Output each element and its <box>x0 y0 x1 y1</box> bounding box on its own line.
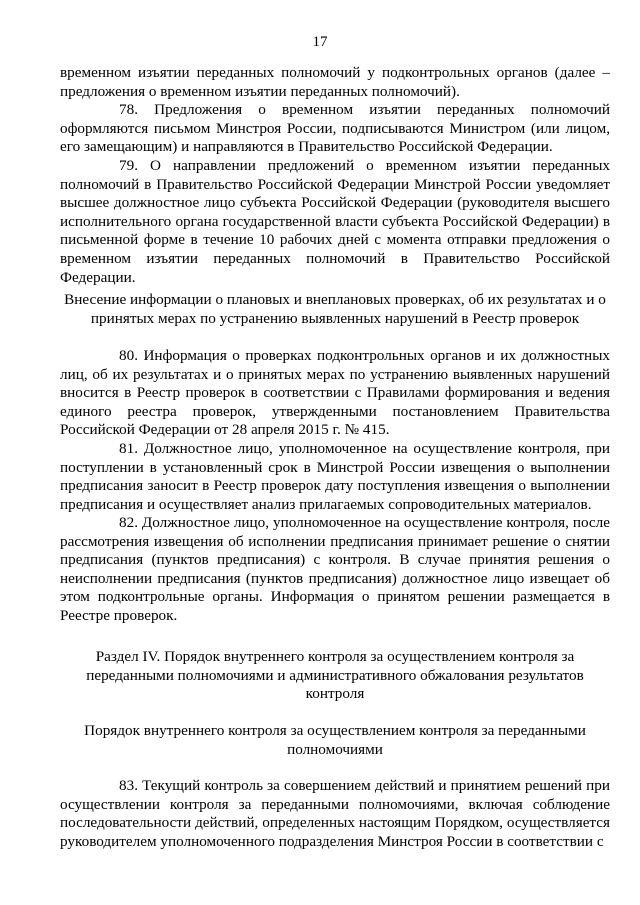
heading-section-4: Раздел IV. Порядок внутреннего контроля за осуществлением контроля за переданными полномочиями и административного обжалования результатов контроля <box>86 648 584 703</box>
paragraph-78: 78. Предложения о временном изъятии переданных полномочий оформляются письмом Минстроя России, подписываются Министром (или лицом, его замещающим) и направляются в Правительство Российской Федерации. <box>60 101 610 156</box>
paragraph-continuation: временном изъятии переданных полномочий у подконтрольных органов (далее – предложения о временном изъятии переданных полномочий). <box>60 64 610 100</box>
paragraph-79: 79. О направлении предложений о временном изъятии переданных полномочий в Правительство Российской Федерации Минстрой России уведомляет высшее должностное лицо субъекта Российской Федерации (руководителя высшего исполнительного органа государственной власти субъекта Российской Федерации) в письменной форме в течение 10 рабочих дней с момента отправки предложения о временном изъятии переданных полномочий в Правительство Российской Федерации. <box>60 157 610 286</box>
paragraph-81: 81. Должностное лицо, уполномоченное на осуществление контроля, при поступлении в установленный срок в Минстрой России извещения о выполнении предписания заносит в Реестр проверок дату поступления извещения о выполнении предписания и осуществляет анализ прилагаемых сопроводительных материалов. <box>60 440 610 513</box>
paragraph-83: 83. Текущий контроль за совершением действий и принятием решений при осуществлении контроля за переданными полномочиями, включая соблюдение последовательности действий, определенных настоящим Порядком, осуществляется руководителем уполномоченного подразделения Минстроя России в соответствии с <box>60 777 610 850</box>
heading-internal-control: Порядок внутреннего контроля за осуществлением контроля за переданными полномочиями <box>84 722 586 758</box>
heading-registry: Внесение информации о плановых и внеплановых проверках, об их результатах и о принятых мерах по устранению выявленных нарушений в Реестр проверок <box>64 291 606 327</box>
page-number: 17 <box>312 34 328 50</box>
paragraph-82: 82. Должностное лицо, уполномоченное на осуществление контроля, после рассмотрения извещения об исполнении предписания принимает решение о снятии предписания (пунктов предписания) с контроля. В случае принятия решения о неисполнении предписания (пунктов предписания) должностное лицо извещает об этом подконтрольные органы. Информация о принятом решении размещается в Реестре проверок. <box>60 514 610 624</box>
paragraph-80: 80. Информация о проверках подконтрольных органов и их должностных лиц, об их результатах и о принятых мерах по устранению выявленных нарушений вносится в Реестр проверок в соответствии с Правилами формирования и ведения единого реестра проверок, утвержденными постановлением Правительства Российской Федерации от 28 апреля 2015 г. № 415. <box>60 347 610 439</box>
